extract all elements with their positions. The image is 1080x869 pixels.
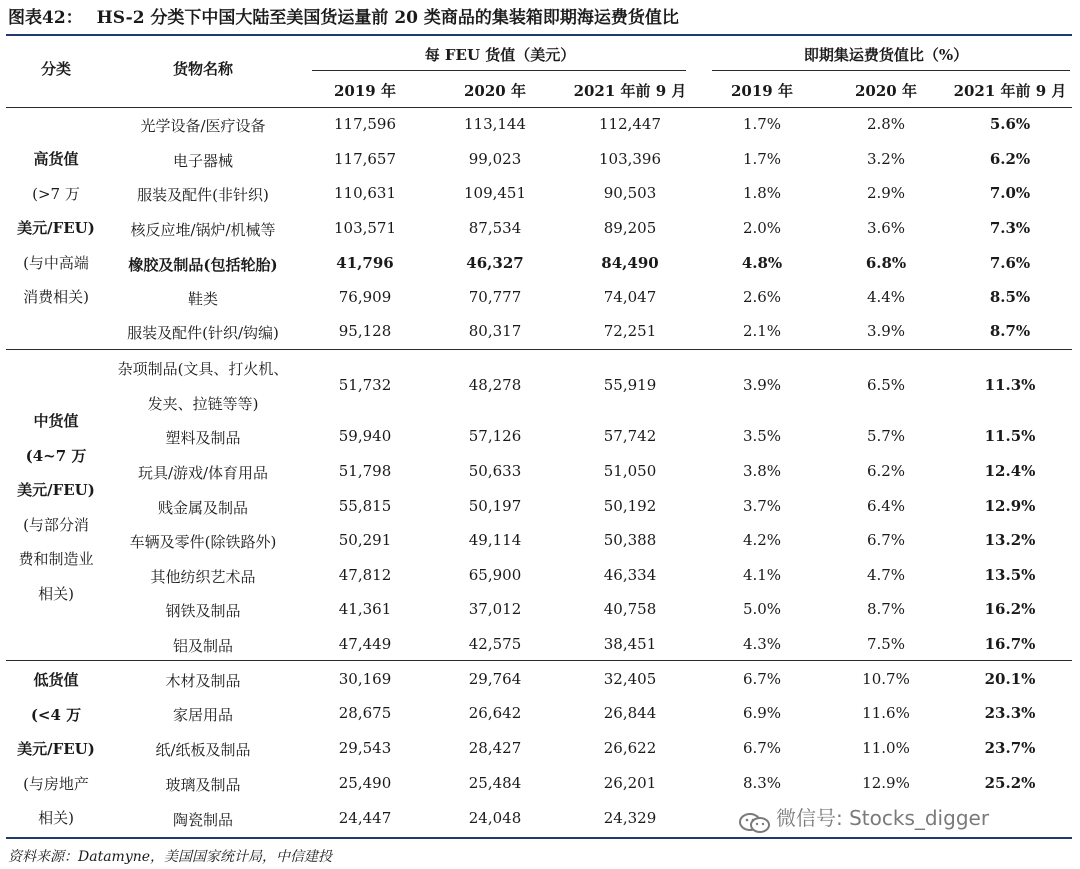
ratio-2021-cell: 11.3%: [984, 376, 1036, 394]
ratio-2019-cell: 2.1%: [742, 322, 782, 340]
goods-name-cell: 塑料及制品: [165, 429, 241, 447]
header-ratio-group: 即期集运费货值比（%）: [803, 46, 969, 64]
watermark-text: 微信号: Stocks_digger: [776, 806, 990, 830]
value-2021-cell: 90,503: [603, 184, 657, 202]
ratio-2020-cell: 4.4%: [866, 288, 906, 306]
ratio-2020-cell: 6.2%: [866, 462, 906, 480]
goods-name-cell: 纸/纸板及制品: [155, 741, 251, 759]
ratio-2021-cell: 16.7%: [984, 635, 1036, 653]
group-separator: [6, 349, 1072, 350]
ratio-2021-cell: 25.2%: [984, 774, 1036, 792]
ratio-2020-cell: 5.7%: [866, 427, 906, 445]
value-2021-cell: 72,251: [603, 322, 657, 340]
group-label: 美元/FEU): [17, 740, 95, 758]
value-2021-cell: 74,047: [603, 288, 657, 306]
source-note: 资料来源：Datamyne，美国国家统计局，中信建投: [8, 849, 333, 865]
figure-title: HS-2 分类下中国大陆至美国货运量前 20 类商品的集装箱即期海运费货值比: [96, 8, 679, 28]
value-2020-cell: 99,023: [468, 150, 522, 168]
group-note: 相关): [38, 809, 74, 827]
ratio-2021-cell: 12.9%: [984, 497, 1036, 515]
value-2019-cell: 103,571: [333, 219, 397, 237]
goods-name-cell: 玩具/游戏/体育用品: [137, 464, 269, 482]
value-2019-cell: 117,657: [333, 150, 397, 168]
value-2021-cell: 51,050: [603, 462, 657, 480]
header-ratio-2020: 2020 年: [855, 82, 917, 100]
goods-name-cell: 服装及配件(针织/钩编): [127, 324, 279, 342]
group-label: 高货值: [33, 150, 79, 168]
group-label: 中货值: [33, 412, 79, 430]
value-2020-cell: 57,126: [468, 427, 522, 445]
value-2019-cell: 110,631: [333, 184, 397, 202]
ratio-2019-cell: 6.7%: [742, 739, 782, 757]
value-2021-cell: 55,919: [603, 376, 657, 394]
value-2019-cell: 41,361: [338, 600, 392, 618]
value-2019-cell: 76,909: [338, 288, 392, 306]
ratio-2019-cell: 4.8%: [741, 254, 783, 272]
value-2020-cell: 29,764: [468, 670, 522, 688]
ratio-2019-cell: 1.7%: [742, 115, 782, 133]
value-2021-cell: 112,447: [598, 115, 662, 133]
value-2021-cell: 50,388: [603, 531, 657, 549]
group-note: (与中高端: [23, 253, 89, 272]
value-2020-cell: 49,114: [468, 531, 522, 549]
ratio-2019-cell: 4.1%: [742, 566, 782, 584]
value-2020-cell: 87,534: [468, 219, 522, 237]
ratio-2020-cell: 12.9%: [862, 774, 910, 792]
value-2019-cell: 28,675: [338, 704, 392, 722]
ratio-2019-cell: 3.9%: [742, 376, 782, 394]
goods-name-cell: 木材及制品: [165, 672, 241, 690]
ratio-2019-cell: 3.8%: [742, 462, 782, 480]
value-2019-cell: 29,543: [338, 739, 392, 757]
group-label: 美元/FEU): [17, 481, 95, 499]
group-high: [6, 142, 106, 315]
group-label: 低货值: [33, 671, 79, 689]
bottom-rule: [6, 837, 1072, 839]
ratio-2021-cell: 20.1%: [984, 670, 1036, 688]
ratio-2020-cell: 4.7%: [866, 566, 906, 584]
group-low: [6, 663, 106, 836]
value-2021-cell: 57,742: [603, 427, 657, 445]
ratio-2019-cell: 3.7%: [742, 497, 782, 515]
goods-name-cell: 家居用品: [172, 706, 233, 724]
value-2019-cell: 25,490: [338, 774, 392, 792]
value-2021-cell: 84,490: [601, 254, 659, 272]
goods-name-cell: 光学设备/医疗设备: [140, 117, 266, 135]
value-2021-cell: 26,201: [603, 774, 657, 792]
value-2020-cell: 26,642: [468, 704, 522, 722]
value-2019-cell: 30,169: [338, 670, 392, 688]
top-rule: [6, 34, 1072, 36]
ratio-2019-cell: 4.2%: [742, 531, 782, 549]
value-2019-cell: 47,449: [338, 635, 392, 653]
group-mid: [6, 404, 106, 611]
value-2021-cell: 24,329: [603, 809, 657, 827]
value-2021-cell: 46,334: [603, 566, 657, 584]
value-2020-cell: 50,633: [468, 462, 522, 480]
value-2020-cell: 65,900: [468, 566, 522, 584]
value-2020-cell: 48,278: [468, 376, 522, 394]
goods-name-cell: 服装及配件(非针织): [137, 186, 269, 204]
ratio-2020-cell: 6.4%: [866, 497, 906, 515]
header-value-group: 每 FEU 货值（美元）: [424, 46, 576, 64]
ratio-2020-cell: 2.8%: [866, 115, 906, 133]
ratio-2021-cell: 5.6%: [989, 115, 1031, 133]
ratio-2020-cell: 6.8%: [865, 254, 907, 272]
goods-name-cell: 电子器械: [172, 152, 233, 170]
ratio-2021-cell: 7.0%: [989, 184, 1031, 202]
ratio-2020-cell: 11.6%: [862, 704, 910, 722]
group-label: (<4 万: [30, 705, 82, 724]
value-2021-cell: 89,205: [603, 219, 657, 237]
value-2021-cell: 38,451: [603, 635, 657, 653]
group-separator: [6, 660, 1072, 661]
ratio-2019-cell: 2.0%: [742, 219, 782, 237]
goods-name-cell: 贱金属及制品: [157, 499, 248, 517]
ratio-2019-cell: 2.6%: [742, 288, 782, 306]
watermark: [738, 800, 989, 836]
ratio-2020-cell: 6.7%: [866, 531, 906, 549]
value-group-rule: [312, 70, 686, 71]
ratio-2019-cell: 1.8%: [742, 184, 782, 202]
goods-name-cell: 钢铁及制品: [165, 602, 241, 620]
goods-name-cell: 玻璃及制品: [165, 776, 241, 794]
group-note: 消费相关): [23, 288, 89, 306]
ratio-2021-cell: 8.5%: [989, 288, 1031, 306]
group-label: 美元/FEU): [17, 219, 95, 237]
value-2020-cell: 28,427: [468, 739, 522, 757]
header-goods: 货物名称: [172, 60, 233, 78]
value-2019-cell: 51,732: [338, 376, 392, 394]
value-2019-cell: 55,815: [338, 497, 392, 515]
value-2020-cell: 25,484: [468, 774, 522, 792]
value-2019-cell: 59,940: [338, 427, 392, 445]
group-note: 费和制造业: [18, 550, 94, 568]
value-2020-cell: 109,451: [463, 184, 527, 202]
value-2020-cell: 113,144: [463, 115, 527, 133]
ratio-2020-cell: 7.5%: [866, 635, 906, 653]
ratio-2021-cell: 8.7%: [989, 322, 1031, 340]
header-rule: [6, 107, 1072, 108]
ratio-2021-cell: 7.6%: [989, 254, 1031, 272]
value-2020-cell: 46,327: [466, 254, 524, 272]
value-2020-cell: 37,012: [468, 600, 522, 618]
ratio-2021-cell: 13.5%: [984, 566, 1036, 584]
ratio-2019-cell: 3.5%: [742, 427, 782, 445]
table-title: [8, 6, 679, 30]
header-ratio-2019: 2019 年: [731, 82, 793, 100]
value-2021-cell: 26,622: [603, 739, 657, 757]
ratio-2021-cell: 13.2%: [984, 531, 1036, 549]
figure-label: 图表42：: [8, 8, 83, 28]
ratio-group-rule: [712, 70, 1070, 71]
value-2019-cell: 41,796: [336, 254, 394, 272]
header-value-2019: 2019 年: [334, 82, 396, 100]
ratio-2019-cell: 1.7%: [742, 150, 782, 168]
goods-name-cell: 橡胶及制品(包括轮胎): [128, 256, 278, 274]
ratio-2019-cell: 8.3%: [742, 774, 782, 792]
value-2020-cell: 42,575: [468, 635, 522, 653]
ratio-2021-cell: 23.7%: [984, 739, 1036, 757]
ratio-2020-cell: 3.9%: [866, 322, 906, 340]
value-2021-cell: 50,192: [603, 497, 657, 515]
ratio-2020-cell: 10.7%: [862, 670, 910, 688]
goods-name-cell: 铝及制品: [172, 637, 233, 655]
value-2020-cell: 80,317: [468, 322, 522, 340]
goods-name-cell: 鞋类: [187, 290, 218, 308]
header-value-2021: 2021 年前 9 月: [573, 82, 687, 100]
header-category: 分类: [40, 60, 71, 78]
ratio-2021-cell: 23.3%: [984, 704, 1036, 722]
goods-name-cell: 发夹、拉链等等): [147, 395, 259, 413]
group-note: (与部分消: [23, 515, 89, 534]
value-2019-cell: 50,291: [338, 531, 392, 549]
ratio-2021-cell: 16.2%: [984, 600, 1036, 618]
goods-name-cell: 其他纺织艺术品: [150, 568, 256, 586]
ratio-2020-cell: 3.2%: [866, 150, 906, 168]
value-2021-cell: 103,396: [598, 150, 662, 168]
ratio-2021-cell: 6.2%: [989, 150, 1031, 168]
goods-name-cell: 车辆及零件(除铁路外): [129, 533, 277, 551]
value-2021-cell: 40,758: [603, 600, 657, 618]
value-2020-cell: 70,777: [468, 288, 522, 306]
goods-name-cell: 核反应堆/锅炉/机械等: [130, 221, 276, 239]
value-2021-cell: 32,405: [603, 670, 657, 688]
ratio-2019-cell: 5.0%: [742, 600, 782, 618]
ratio-2021-cell: 11.5%: [984, 427, 1036, 445]
group-note: (与房地产: [23, 774, 89, 793]
goods-name-cell: 陶瓷制品: [172, 811, 233, 829]
value-2020-cell: 50,197: [468, 497, 522, 515]
wechat-icon: [738, 809, 772, 831]
ratio-2019-cell: 4.3%: [742, 635, 782, 653]
ratio-2020-cell: 2.9%: [866, 184, 906, 202]
ratio-2021-cell: 7.3%: [989, 219, 1031, 237]
value-2019-cell: 51,798: [338, 462, 392, 480]
group-label: (>7 万: [32, 184, 80, 203]
ratio-2019-cell: 6.7%: [742, 670, 782, 688]
ratio-2020-cell: 6.5%: [866, 376, 906, 394]
value-2021-cell: 26,844: [603, 704, 657, 722]
goods-name-cell: 杂项制品(文具、打火机、: [117, 360, 289, 378]
group-note: 相关): [38, 584, 74, 603]
header-ratio-2021: 2021 年前 9 月: [953, 82, 1067, 100]
ratio-2021-cell: 12.4%: [984, 462, 1036, 480]
value-2019-cell: 95,128: [338, 322, 392, 340]
value-2020-cell: 24,048: [468, 809, 522, 827]
ratio-2020-cell: 8.7%: [866, 600, 906, 618]
ratio-2020-cell: 11.0%: [862, 739, 910, 757]
value-2019-cell: 47,812: [338, 566, 392, 584]
group-label: (4~7 万: [25, 446, 87, 465]
ratio-2019-cell: 6.9%: [742, 704, 782, 722]
ratio-2020-cell: 3.6%: [866, 219, 906, 237]
value-2019-cell: 117,596: [333, 115, 397, 133]
value-2019-cell: 24,447: [338, 809, 392, 827]
header-value-2020: 2020 年: [464, 82, 526, 100]
